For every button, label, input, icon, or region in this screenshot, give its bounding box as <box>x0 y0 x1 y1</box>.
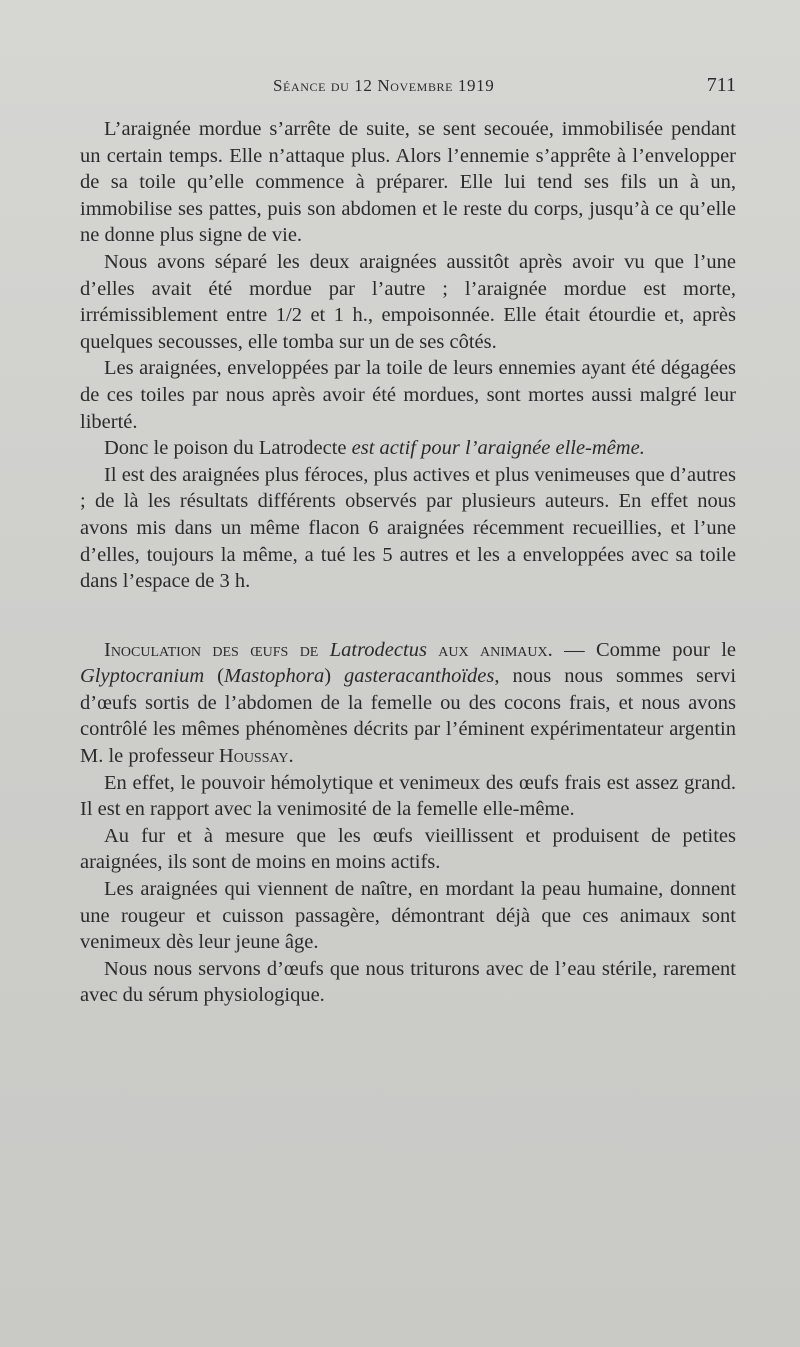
section-paragraph <box>80 637 736 770</box>
paragraph-3: Les araignées, enveloppées par la toile de leurs ennemies ayant été dégagées de ces toiles par nous après avoir été mordues, sont mortes aussi malgré leur liberté. <box>80 357 736 433</box>
section-heading-genus: Latrodectus <box>329 638 427 661</box>
paragraph-4-text: Donc le poison du Latrodecte <box>104 437 352 460</box>
paragraph-7: En effet, le pouvoir hémolytique et venimeux des œufs frais est assez grand. Il est en rapport avec la venimosité de la femelle elle-même. <box>80 771 736 821</box>
section-text-2: ( <box>204 665 224 688</box>
section-text-5: . <box>288 745 294 768</box>
page-number: 711 <box>706 74 736 96</box>
paragraph-10: Nous nous servons d’œufs que nous triturons avec de l’eau stérile, rarement avec du sérum physiologique. <box>80 957 736 1007</box>
paragraph-9: Les araignées qui viennent de naître, en mordant la peau humaine, donnent une rougeur et cuisson passagère, démontrant déjà que ces animaux sont venimeux dès leur jeune âge. <box>80 878 736 954</box>
species-epithet: gasteracanthoïdes <box>344 665 495 688</box>
species-subgenus: Mastophora <box>223 665 325 688</box>
page-body <box>80 116 736 1009</box>
paragraph-2: Nous avons séparé les deux araignées aussitôt après avoir vu que l’une d’elles avait été mordue par l’autre ; l’araignée mordue est morte, irrémissiblement entre 1/2 et 1 h., empoisonnée. Elle était étourdie et, après quelques secousses, elle tomba sur un de ses côtés. <box>80 250 736 353</box>
author-name: Houssay <box>218 745 289 768</box>
section-text-3: ) <box>324 665 345 688</box>
section-heading-part-2: aux animaux. <box>426 638 553 661</box>
section-text-4: , nous nous sommes servi d’œufs sortis de l’abdomen de la femelle ou des cocons frais, et nous avons contrôlé les mêmes phénomènes décrits par l’éminent expérimentateur argentin M. le professeur <box>80 665 737 768</box>
species-genus: Glyptocranium <box>80 665 205 688</box>
paragraph-1: L’araignée mordue s’arrête de suite, se sent secouée, immobilisée pendant un certain temps. Elle n’attaque plus. Alors l’ennemie s’apprête à l’envelopper de sa toile qu’elle commence à préparer. Elle lui tend ses fils un à un, immobilise ses pattes, puis son abdomen et le reste du corps, jusqu’à ce qu’elle ne donne plus signe de vie. <box>80 118 736 247</box>
paragraph-4-italic: est actif pour l’araignée elle-même. <box>351 437 645 460</box>
paragraph-8: Au fur et à mesure que les œufs vieillissent et produisent de petites araignées, ils sont de moins en moins actifs. <box>80 824 736 874</box>
paragraph-4 <box>80 435 736 462</box>
running-head: Séance du 12 Novembre 1919 <box>273 76 495 95</box>
section-heading-part-1: Inoculation des œufs de <box>104 638 330 661</box>
section-text-1: — Comme pour le <box>552 638 736 661</box>
page-header <box>80 72 736 104</box>
section-gap <box>80 595 736 637</box>
paragraph-5: Il est des araignées plus féroces, plus actives et plus venimeuses que d’autres ; de là les résultats différents observés par plusieurs auteurs. En effet nous avons mis dans un même flacon 6 araignées récemment recueillies, et l’une d’elles, toujours la même, a tué les 5 autres et les a enveloppées avec sa toile dans l’espace de 3 h. <box>80 463 736 593</box>
